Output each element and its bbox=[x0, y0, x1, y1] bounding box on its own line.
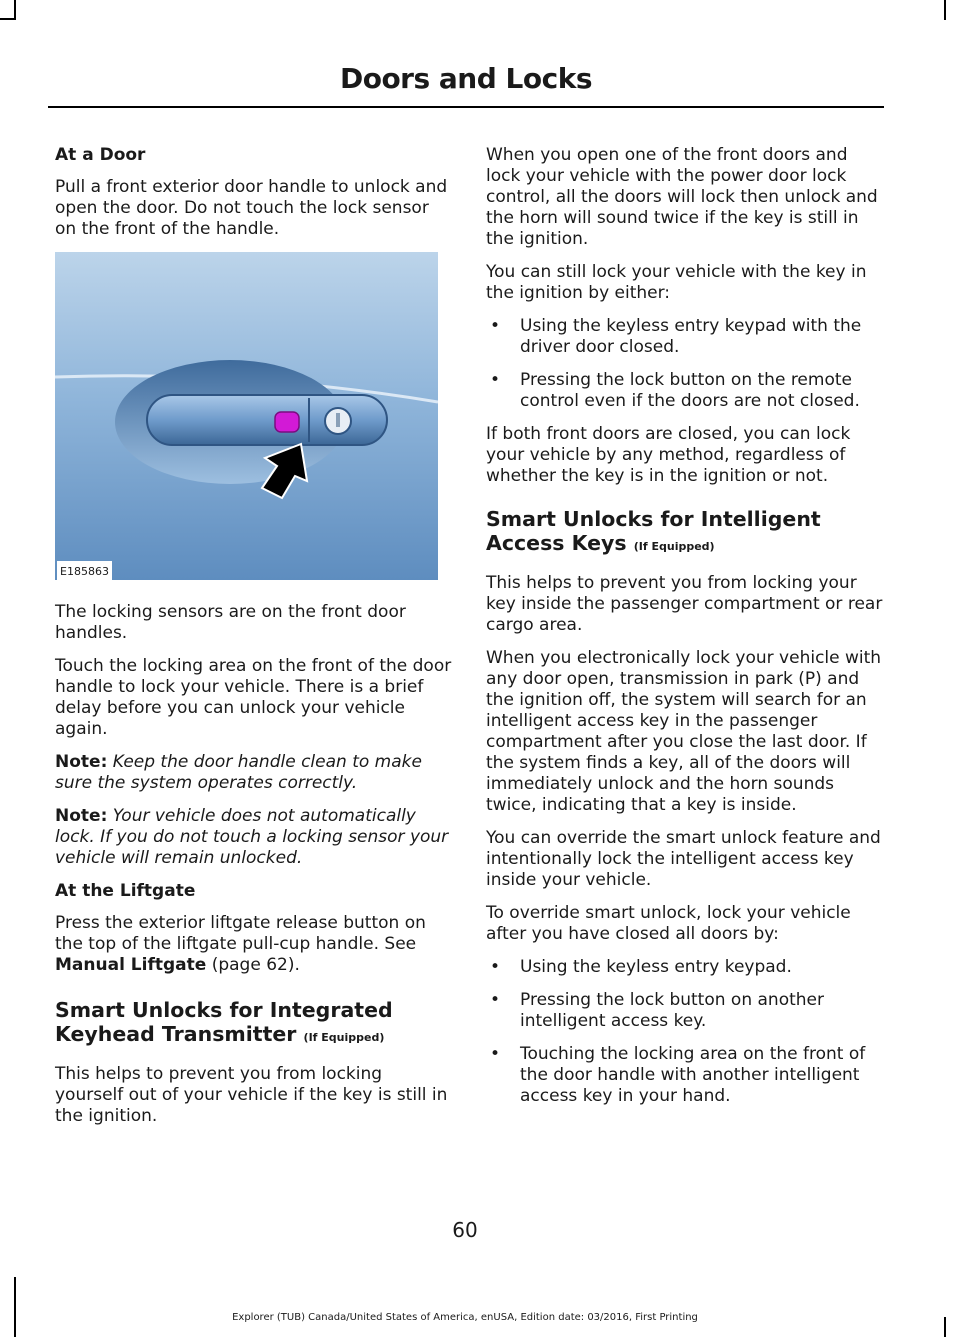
crop-mark-top-left bbox=[14, 0, 16, 20]
note-auto-lock bbox=[55, 806, 453, 869]
list-item: • Using the keyless entry keypad with the driver door closed. bbox=[486, 316, 884, 358]
left-column bbox=[55, 145, 453, 1139]
figure-id: E185863 bbox=[57, 561, 112, 582]
equipped-label: (If Equipped) bbox=[303, 1031, 385, 1044]
paragraph-ikt: This helps to prevent you from locking yourself out of your vehicle if the key is still in the ignition. bbox=[55, 1064, 448, 1126]
heading-text: Smart Unlocks for Integrated Keyhead Transmitter bbox=[55, 998, 393, 1046]
list-item: • Using the keyless entry keypad. bbox=[486, 957, 884, 978]
right-column bbox=[486, 145, 884, 1119]
liftgate-page-ref: (page 62). bbox=[211, 955, 300, 975]
note-text: Keep the door handle clean to make sure the system operates correctly. bbox=[55, 752, 422, 793]
paragraph-both-closed: If both front doors are closed, you can lock your vehicle by any method, regardless of whether the key is in the ignition or not. bbox=[486, 424, 851, 486]
paragraph-helps: This helps to prevent you from locking your key inside the passenger compartment or rear cargo area. bbox=[486, 573, 883, 635]
header-divider bbox=[48, 106, 884, 108]
paragraph-touch: Touch the locking area on the front of the door handle to lock your vehicle. There is a brief delay before you can unlock your vehicle again. bbox=[55, 656, 452, 739]
note-label: Note: bbox=[55, 806, 108, 826]
crop-mark-bottom-right bbox=[944, 1317, 946, 1337]
paragraph-still-lock: You can still lock your vehicle with the key in the ignition by either: bbox=[486, 262, 867, 303]
liftgate-text: Press the exterior liftgate release button on the top of the liftgate pull-cup handle. See bbox=[55, 913, 426, 954]
list-item: • Pressing the lock button on another intelligent access key. bbox=[486, 990, 884, 1032]
paragraph-to-override: To override smart unlock, lock your vehicle after you have closed all doors by: bbox=[486, 903, 851, 944]
list-item: • Pressing the lock button on the remote control even if the doors are not closed. bbox=[486, 370, 884, 412]
crop-mark-bottom-left bbox=[14, 1277, 16, 1337]
page-title: Doors and Locks bbox=[339, 62, 592, 95]
note-text: Your vehicle does not automatically lock. If you do not touch a locking sensor your vehicle will remain unlocked. bbox=[55, 806, 449, 868]
paragraph-override: You can override the smart unlock feature and intentionally lock the intelligent access key inside your vehicle. bbox=[486, 828, 881, 890]
paragraph-liftgate bbox=[55, 913, 453, 976]
door-handle-illustration bbox=[55, 252, 438, 580]
note-label: Note: bbox=[55, 752, 108, 772]
heading-at-a-door: At a Door bbox=[55, 145, 146, 165]
footer-edition: Explorer (TUB) Canada/United States of America, enUSA, Edition date: 03/2016, First Printing bbox=[232, 1312, 698, 1323]
heading-at-the-liftgate: At the Liftgate bbox=[55, 881, 196, 901]
heading-smart-unlocks-ikt bbox=[55, 998, 453, 1050]
paragraph-electronic-lock: When you electronically lock your vehicle with any door open, transmission in park (P) and the ignition off, the system will search for an intelligent access key in the passenger compartment after you close the last door. If the system finds a key, all of the doors will immediately unlock and the horn sounds twice, indicating that a key is inside. bbox=[486, 648, 882, 815]
manual-liftgate-link[interactable]: Manual Liftgate bbox=[55, 955, 207, 975]
list-item: • Touching the locking area on the front of the door handle with another intelligent access key in your hand. bbox=[486, 1044, 884, 1107]
heading-text: Smart Unlocks for Intelligent Access Keys bbox=[486, 507, 821, 555]
heading-smart-unlocks-iak bbox=[486, 507, 884, 559]
note-clean bbox=[55, 752, 453, 794]
paragraph-open-front: When you open one of the front doors and lock your vehicle with the power door lock control, all the doors will lock then unlock and the horn will sound twice if the key is still in the ignition. bbox=[486, 145, 878, 249]
crop-mark-top-right bbox=[944, 0, 946, 20]
lock-sensor bbox=[275, 412, 299, 432]
door-handle-figure bbox=[55, 252, 438, 580]
crop-mark-top-left-h bbox=[0, 18, 16, 20]
paragraph-pull-handle: Pull a front exterior door handle to unlock and open the door. Do not touch the lock sensor on the front of the handle. bbox=[55, 177, 448, 239]
paragraph-sensors: The locking sensors are on the front door handles. bbox=[55, 602, 406, 643]
key-slot bbox=[336, 413, 340, 427]
page-number: 60 bbox=[452, 1218, 478, 1242]
equipped-label: (If Equipped) bbox=[633, 540, 715, 553]
